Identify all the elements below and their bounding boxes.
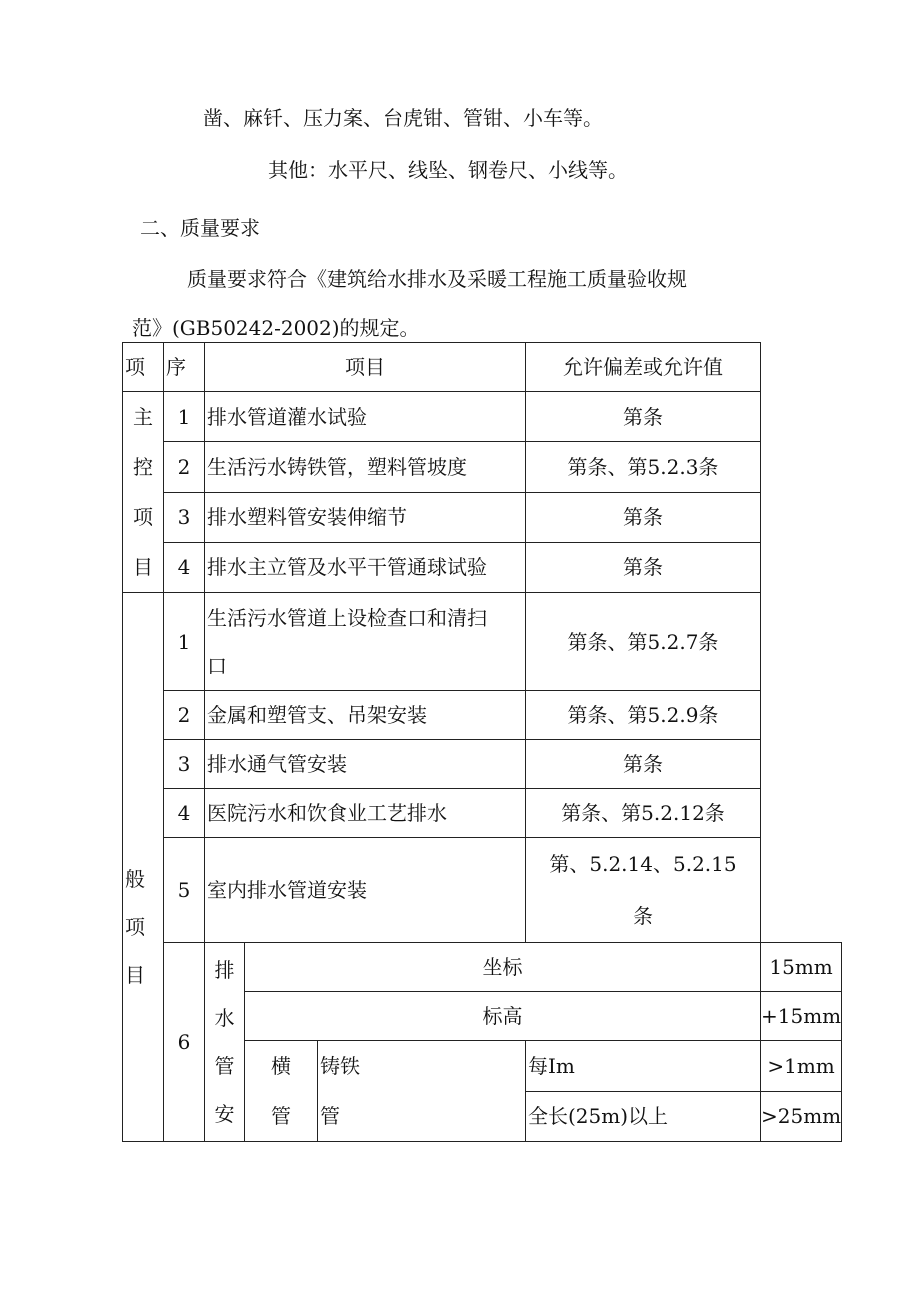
general-category-char: 项 xyxy=(125,915,145,939)
main-category-char: 目 xyxy=(133,555,153,579)
coordinate-label: 坐标 xyxy=(245,943,761,992)
row-item xyxy=(205,593,526,691)
general-category-cell xyxy=(123,593,164,1142)
row-seq: 3 xyxy=(164,492,205,542)
table-row xyxy=(123,838,842,943)
per-meter-label: 每Im xyxy=(526,1041,761,1092)
row-value: 第条 xyxy=(526,392,761,442)
cast-iron-pipe-text: 管 xyxy=(320,1104,340,1128)
standard-line-1: 质量要求符合《建筑给水排水及采暖工程施工质量验收规 xyxy=(187,267,687,291)
row-item: 排水塑料管安装伸缩节 xyxy=(205,492,526,542)
row-seq: 1 xyxy=(164,593,205,691)
cast-iron-pipe-cell xyxy=(318,1041,526,1142)
general-category-char: 般 xyxy=(125,867,145,891)
general-category-char: 目 xyxy=(125,963,145,987)
cast-iron-pipe-text: 铸铁 xyxy=(320,1054,360,1078)
row-item-line: 口 xyxy=(207,653,227,678)
per-meter-value: >1mm xyxy=(761,1041,842,1092)
header-seq: 序 xyxy=(164,343,205,392)
row-seq: 5 xyxy=(164,838,205,943)
horizontal-pipe-cell xyxy=(245,1041,318,1142)
section-heading: 二、质量要求 xyxy=(140,216,260,240)
drain-pipe-group-char: 安 xyxy=(214,1102,235,1126)
full-length-label: 全长(25m)以上 xyxy=(526,1091,761,1142)
row-seq: 4 xyxy=(164,542,205,592)
row-value: 第条 xyxy=(526,542,761,592)
table-row xyxy=(123,943,842,992)
elevation-label: 标高 xyxy=(245,992,761,1041)
table-row xyxy=(123,740,842,789)
table-row xyxy=(123,492,842,542)
table-row xyxy=(123,442,842,492)
row-item: 室内排水管道安装 xyxy=(205,838,526,943)
main-category-cell xyxy=(123,392,164,593)
coordinate-value: 15mm xyxy=(761,943,842,992)
drain-pipe-group-cell xyxy=(205,943,245,1142)
row-value: 第条、第5.2.3条 xyxy=(526,442,761,492)
drain-pipe-group-char: 管 xyxy=(214,1054,235,1078)
table-row xyxy=(123,392,842,442)
header-category: 项 xyxy=(123,343,164,392)
drain-pipe-group-char: 水 xyxy=(214,1006,235,1030)
drain-pipe-group-char: 排 xyxy=(214,958,235,982)
row-value: 第条、第5.2.9条 xyxy=(526,691,761,740)
row-item: 生活污水铸铁管，塑料管坡度 xyxy=(205,442,526,492)
horizontal-pipe-char: 横 xyxy=(271,1054,291,1078)
row-value: 第条 xyxy=(526,492,761,542)
full-length-value: >25mm xyxy=(761,1091,842,1142)
table-row xyxy=(123,789,842,838)
standard-line-2: 范》(GB50242-2002)的规定。 xyxy=(132,316,420,340)
row-item: 医院污水和饮食业工艺排水 xyxy=(205,789,526,838)
row-item-line: 生活污水管道上设检查口和清扫 xyxy=(207,605,487,630)
main-category-char: 主 xyxy=(133,405,153,429)
row-value-line: 条 xyxy=(633,904,653,928)
row-seq: 4 xyxy=(164,789,205,838)
row-item: 金属和塑管支、吊架安装 xyxy=(205,691,526,740)
quality-table xyxy=(122,342,842,1142)
header-row xyxy=(123,343,842,392)
main-category-char: 控 xyxy=(133,455,153,479)
main-category-char: 项 xyxy=(133,505,153,529)
horizontal-pipe-char: 管 xyxy=(271,1104,291,1128)
row-seq: 6 xyxy=(164,943,205,1142)
table-row xyxy=(123,691,842,740)
row-seq: 2 xyxy=(164,442,205,492)
tools-line: 凿、麻钎、压力案、台虎钳、管钳、小车等。 xyxy=(203,106,603,130)
elevation-value: +15mm xyxy=(761,992,842,1041)
row-seq: 2 xyxy=(164,691,205,740)
row-item: 排水主立管及水平干管通球试验 xyxy=(205,542,526,592)
row-item: 排水管道灌水试验 xyxy=(205,392,526,442)
row-value xyxy=(526,838,761,943)
row-value-line: 第、5.2.14、5.2.15 xyxy=(549,852,737,876)
row-seq: 3 xyxy=(164,740,205,789)
table-row xyxy=(123,542,842,592)
row-item: 排水通气管安装 xyxy=(205,740,526,789)
table-row xyxy=(123,593,842,691)
row-seq: 1 xyxy=(164,392,205,442)
other-tools-line: 其他：水平尺、线坠、钢卷尺、小线等。 xyxy=(268,158,628,182)
header-item: 项目 xyxy=(205,343,526,392)
row-value: 第条 xyxy=(526,740,761,789)
row-value: 第条、第5.2.12条 xyxy=(526,789,761,838)
header-value: 允许偏差或允许值 xyxy=(526,343,761,392)
row-value: 第条、第5.2.7条 xyxy=(526,593,761,691)
